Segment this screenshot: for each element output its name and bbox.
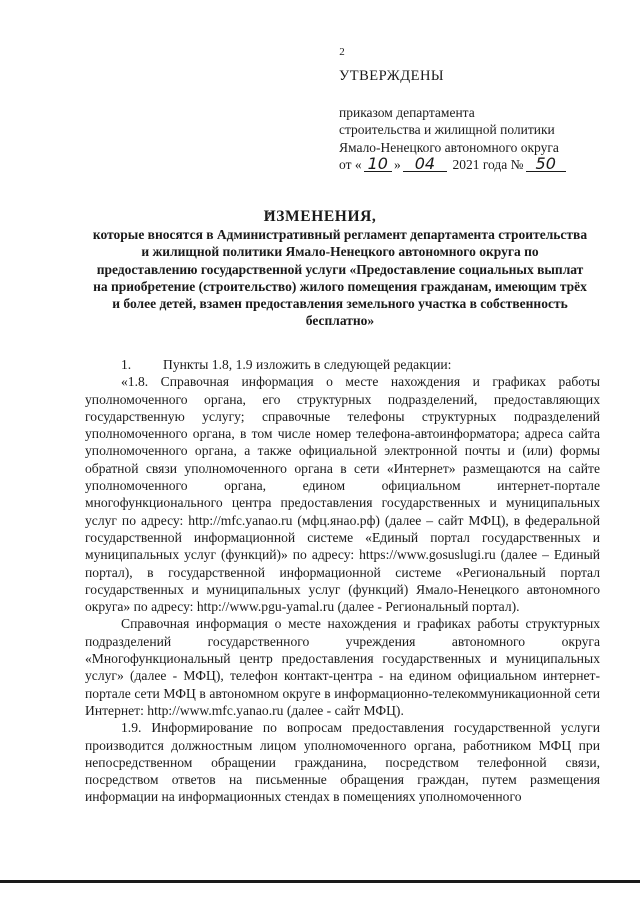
document-subtitle: которые вносятся в Административный регламент департамента строительства и жилищной политики Ямало-Ненецкого автономного округа по предоставлению государственной услуги «Предоставление социальных выплат на приобретение (строительство) жилого помещения гражданам, имеющим трёх и более детей, взамен предоставления земельного участка в собственность бесплатно» [92,227,588,329]
approval-line-3: Ямало-Ненецкого автономного округа [339,139,559,155]
item-1 [85,356,600,373]
handwritten-day: 10 [364,157,392,172]
page-number: 2 [339,46,345,58]
handwritten-number: 50 [526,157,566,172]
paragraph-reference-info: Справочная информация о месте нахождения и графиках работы структурных подразделений государственного учреждения автономного округа «Многофункциональный центр предоставления государственных и муниципальных услуг» (далее - МФЦ), телефон контакт-центра - на едином официальном интернет-портале сети МФЦ в автономном округе в информационно-телекоммуникационной сети Интернет: http://www.mfc.yanao.ru (далее - сайт МФЦ). [85,616,600,718]
approval-line-2: строительства и жилищной политики [339,122,555,137]
document-body [85,356,600,806]
paragraph-1-8: «1.8. Справочная информация о месте нахождения и графиках работы уполномоченного органа, его структурных подразделений, предоставляющих государственную услугу; справочные телефоны структурных подразделений уполномоченного органа, в том числе номер телефона-автоинформатора; адреса сайта уполномоченного органа, а также официальной электронной почты и (или) формы обратной связи уполномоченного органа в сети «Интернет» размещаются на сайте уполномоченного органа, едином официальном интернет-портале многофункционального центра предоставления государственных и муниципальных услуг по адресу: http://mfc.yanao.ru (мфц.янао.рф) (далее – сайт МФЦ), в федеральной государственной информационной системе «Единый портал государственных и муниципальных услуг (функций)» по адресу: https://www.gosuslugi.ru (далее – Единый портал), в государственной информационной системе «Региональный портал государственных и муниципальных услуг (функций) Ямало-Ненецкого автономного округа» по адресу: http://www.pgu-yamal.ru (далее - Региональный портал). [85,374,600,615]
document-title: ИЗМЕНЕНИЯ, [263,208,377,225]
paragraph-1-9: 1.9. Информирование по вопросам предоставления государственной услуги производится должностным лицом уполномоченного органа, работником МФЦ при непосредственном обращении гражданина, посредством телефонной связи, посредством ответов на письменные обращения граждан, путем размещения информации на информационных стендах в помещениях уполномоченного [85,720,600,805]
approval-heading: УТВЕРЖДЕНЫ [339,68,445,84]
bottom-border [0,880,640,883]
handwritten-month: 04 [403,157,447,172]
approval-date-line [339,156,629,174]
approval-line-1: приказом департамента [339,104,475,120]
item-1-number: 1. [121,357,132,372]
item-1-text: Пункты 1.8, 1.9 изложить в следующей редакции: [163,357,452,372]
date-prefix: от « [339,157,362,172]
date-mid: » [393,157,401,172]
year-text: 2021 года № [452,157,524,172]
approval-block [339,68,629,174]
